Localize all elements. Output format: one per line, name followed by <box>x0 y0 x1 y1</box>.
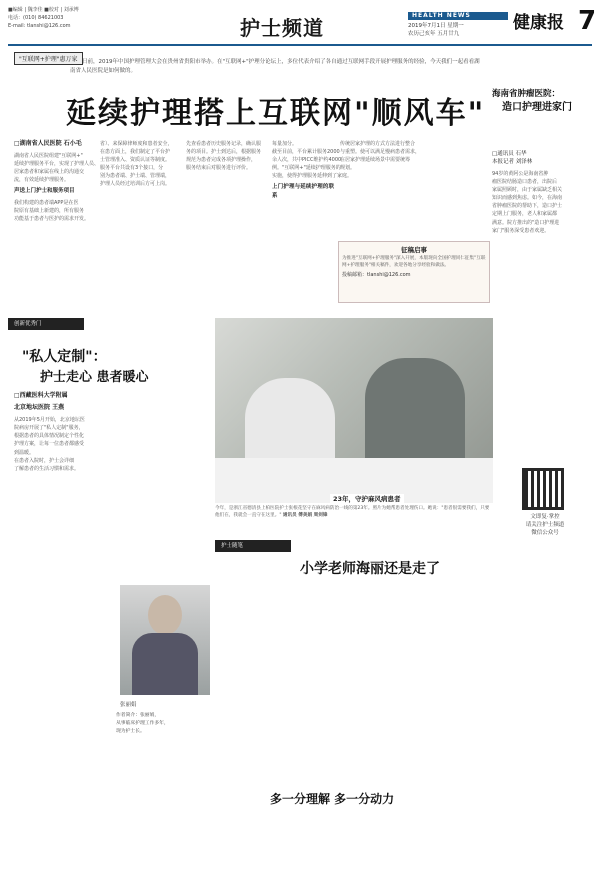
article1-line: 余人次，共中PICC维护约4000 <box>272 157 342 164</box>
date-line-2: 农历己亥年 五月廿九 <box>408 31 460 37</box>
sidebar-line: 94岁的黄阿公是海南省肿 <box>492 171 549 177</box>
article1-column-1 <box>14 140 100 310</box>
feature-byline-2: 北京地坛医院 王燕 <box>14 404 65 412</box>
contact-line-email: E-mail: tlanshi@126.com <box>8 23 71 29</box>
feature-line: 从2019年5月开始，北京地坛医 <box>14 417 85 424</box>
article1-line: 例。"互联网+"延续护理服务的 <box>272 165 341 172</box>
author-face <box>148 595 182 635</box>
qr-block <box>500 468 590 537</box>
photo-caption-text <box>215 505 493 519</box>
article1-line: 流，有效延续护理服务。 <box>14 177 70 184</box>
photo-caption-body: 今年，是浙江省德清县上柏医院护士张根花坚守在麻风病防治一线的第23年。照片为她帮患者处理伤口。她说："患者很需要我们，只要他们在，我就会一直守在这里。" <box>215 506 490 518</box>
qr-caption <box>500 513 590 537</box>
feature-headline-1: "私人定制"： <box>22 349 107 365</box>
sidebar-title-1: 海南省肿瘤医院： <box>492 89 561 99</box>
qr-code-icon[interactable] <box>522 468 564 510</box>
article1-line: 湖南省人民医院组建"互联网+" <box>14 153 83 160</box>
article1-line: 与重塑。使可以满足慢病患者需求， <box>340 149 421 156</box>
article1-line: 护理人员经过培训后方可上岗。 <box>100 181 171 188</box>
article1-line: 我们构建的患者端APP是在医 <box>14 199 79 206</box>
article1-line: 居家患者和家属在线上的沟通交 <box>14 169 85 176</box>
date-line-1: 2019年7月1日 星期一 <box>408 23 464 29</box>
essay-text: 为推进"互联网+护理服务"深入开展，本版现向全国护理同仁征集"互联网+护理服务"相关稿件，欢迎各地分享经验和做法。 <box>342 256 486 268</box>
section-tag-essay: 护士随笔 <box>215 540 291 552</box>
author-torso <box>132 633 198 695</box>
feature-line: 到温暖。 <box>14 449 35 456</box>
feature-line: 院病房开展了"私人定制"服务， <box>14 425 84 432</box>
sidebar-title-2: 造口护理进家门 <box>502 102 572 113</box>
article1-subhead-2: 上门护理与延续护理的联系 <box>272 184 334 199</box>
article1-line: 在居家护理延续场景中需要统筹 <box>340 157 411 164</box>
qr-caption-line-2: 请关注护士频道 <box>525 522 565 528</box>
section-tag-innovation: 创新优秀门 <box>8 318 84 330</box>
sidebar-byline-2: 本报记者 刘泽林 <box>492 159 533 165</box>
sidebar-line: 瘤医院结肠造口患者，出院后 <box>492 179 558 186</box>
article1-column-5 <box>340 140 490 235</box>
feature-column <box>14 392 109 542</box>
qr-caption-line-1: 文即复·掌控 <box>530 514 560 520</box>
photo-caption-title: 23年，守护麻风病患者 <box>330 494 404 503</box>
author-photo <box>120 585 210 695</box>
page-header <box>8 6 597 44</box>
feature-line: 根据患者的具体情况制定个性化 <box>14 433 85 440</box>
feature-headline-2: 护士走心 患者暖心 <box>40 370 149 385</box>
article1-byline: □湖南省人民医院 石小毛 <box>14 140 82 147</box>
page-number: 7 <box>578 6 597 36</box>
sidebar-byline: □通讯员 石华 <box>492 151 527 157</box>
feature-line: 了解患者的生活习惯和需求。 <box>14 465 80 472</box>
sidebar-line: 定期上门服务，老人和家属都 <box>492 211 558 218</box>
header-rule <box>8 44 592 46</box>
article1-line: 规范为患者完成各项护理操作， <box>186 157 257 164</box>
author-bio <box>116 712 214 736</box>
newspaper-brand: 健康报 <box>513 13 564 33</box>
call-for-papers-box <box>338 241 490 303</box>
article1-line: 截至目前，平台累计服务2000 <box>272 149 340 156</box>
nurse-patient-photo <box>215 318 493 503</box>
article1-line: 院原有基础上新建的，所有服务 <box>14 207 85 214</box>
article1-column-2 <box>100 140 178 310</box>
article1-line: 在患方面上，我们制定了平台护 <box>100 149 171 156</box>
article1-line: 规划。 <box>340 165 356 172</box>
main-headline: 延续护理搭上互联网"顺风车" <box>66 96 486 131</box>
sidebar-article <box>492 88 592 360</box>
photo-caption-credit: 通讯员 傅美娟 周剑锋 <box>282 513 328 518</box>
article1-line: 别为患者端、护士端、管理端， <box>100 173 171 180</box>
intro-text: 日前，2019年中国护理管理大会在贵州省贵阳市举办。在"互联网+"护理分论坛上，多位代表介绍了各自通过互联网手段开展护理服务的经验，今天我们一起看看湖南省人民医院是如何做的。 <box>70 59 480 74</box>
column-tag: "互联网+护理"惠万家 <box>14 52 83 65</box>
contact-line-phone: 电话：(010) 84621003 <box>8 15 64 21</box>
essay-title: 征稿启事 <box>401 246 427 254</box>
article1-line: 服务平台共设有3个接口，分 <box>100 165 164 172</box>
author-bio-line: 现为护士长。 <box>116 729 145 735</box>
article1-line: 实施，使得护理服务延伸到了家庭。 <box>272 173 353 180</box>
article1-line: 士管理准入、资质认证等制度。 <box>100 157 171 164</box>
section-title: 护士频道 <box>240 16 324 40</box>
sidebar-line: 家属照顾时，由于家属缺乏相关 <box>492 187 563 194</box>
article1-line: 传统居家护理的方式方法进行整合 <box>340 141 416 147</box>
contact-line-editor: ■编辑 | 魏李佳 ■校对 | 刘承博 <box>8 7 79 13</box>
author-bio-line: 从事临床护理工作多年， <box>116 721 169 727</box>
sidebar-line: 满意。院方推出的"造口护理进 <box>492 219 560 226</box>
health-news-label: HEALTH NEWS <box>408 12 508 20</box>
feature-line: 护理方案，让每一位患者都感受 <box>14 441 85 448</box>
article1-line: 服务结束后对服务进行评价。 <box>186 165 252 172</box>
article1-line: 功能基于患者与医护的需求开发。 <box>14 215 90 222</box>
sidebar-line: 家门"服务深受患者欢迎。 <box>492 227 550 234</box>
article1-line: 先查看患者历史服务记录，确认服 <box>186 141 262 147</box>
sidebar-line: 知识而感到焦虑。如今，在海南 <box>492 195 563 202</box>
article1-subhead: 声送上门护士和服务项目 <box>14 188 75 195</box>
author-bio-line: 作者简介：张丽娟， <box>116 713 160 718</box>
essay-email: 投稿邮箱：tlanshi@126.com <box>342 272 411 278</box>
contact-info <box>8 6 79 30</box>
article1-column-3 <box>186 140 264 310</box>
article1-line: 务的项目。护士到达后，根据服务 <box>186 149 262 156</box>
sidebar-line: 省肿瘤医院的帮助下，造口护士 <box>492 203 563 210</box>
article1-line: 省）、来保障律师度和患者安全， <box>100 141 173 147</box>
author-photo-caption: 张丽娟 <box>120 702 137 708</box>
qr-caption-line-3: 微信公众号 <box>531 530 559 536</box>
feature-byline: □西藏医科大学附属 <box>14 392 68 399</box>
bottom-headline: 多一分理解 多一分动力 <box>270 792 395 806</box>
article1-line: 每量加分。 <box>272 141 298 147</box>
story2-headline: 小学老师海丽还是走了 <box>300 561 440 577</box>
issue-date <box>408 22 464 38</box>
article1-line: 延续护理服务平台，实现了护理人员、 <box>14 161 100 168</box>
sidebar-body <box>492 170 592 360</box>
feature-line: 在患者入院时，护士会详细 <box>14 457 75 464</box>
